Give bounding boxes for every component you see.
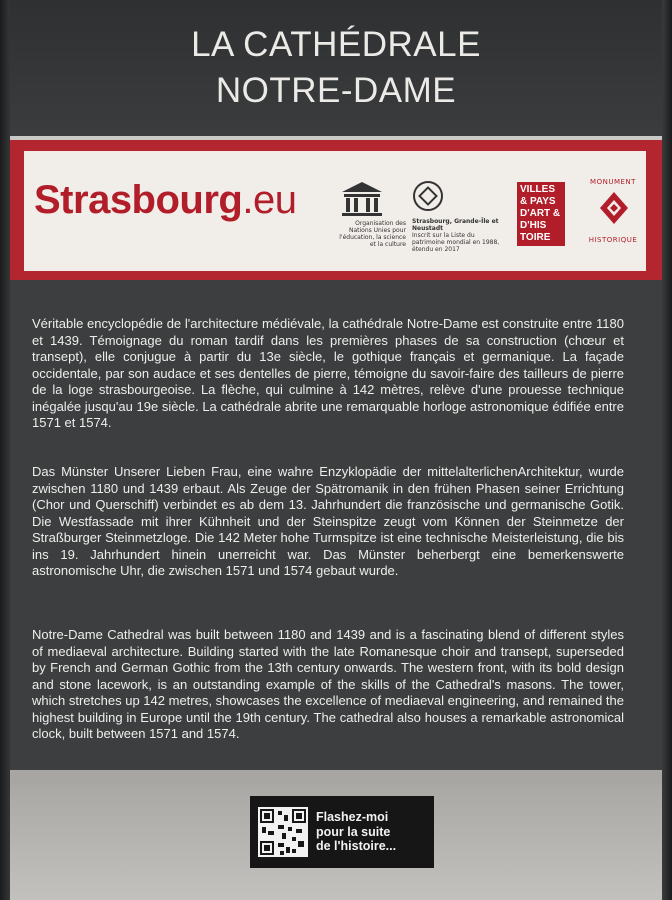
- qr-caption: [316, 810, 428, 854]
- title-panel: [10, 0, 662, 136]
- historique-label: HISTORIQUE: [588, 236, 638, 244]
- world-heritage-emblem-icon: [412, 180, 444, 212]
- german-paragraph: Das Münster Unserer Lieben Frau, eine wahre Enzyklopädie der mittelalterlichenArchitektur, wurde zwischen 1180 und 1439 erbaut. Als Zeuge der Spätromanik in den frühen Phasen seiner Errichtung (Chor und Querschiff) verbindet es ab dem 13. Jahrhundert die französische und germanische Gotik. Die Westfassade mit ihrer Kühnheit und der Steinspitze zeugt vom Können der Steinmetze der Straßburger Steinmetzloge. Die 142 Meter hohe Turmspitze ist eine technische Meisterleistung, die bis ins 19. Jahrhundert hinein unerreicht war. Das Münster beherbergt eine bemerkenswerte astronomische Uhr, die zwischen 1571 und 1574 gebaut wurde.: [32, 464, 624, 578]
- vdv-line: VILLES: [520, 184, 556, 195]
- frame-right: [662, 0, 672, 900]
- strasbourg-logo: [34, 178, 296, 223]
- sign-title: [10, 22, 662, 114]
- title-line-1: LA CATHÉDRALE: [191, 25, 481, 64]
- world-heritage-text: Inscrit sur la Liste du patrimoine mondial en 1988, étendu en 2017: [412, 232, 500, 253]
- vdv-line: D'ART &: [520, 208, 561, 219]
- title-line-2: NOTRE-DAME: [215, 71, 457, 110]
- world-heritage-caption: [412, 218, 502, 253]
- french-paragraph: Véritable encyclopédie de l'architecture médiévale, la cathédrale Notre-Dame est construite entre 1180 et 1439. Témoignage du roman tardif dans les premières phases de sa construction (chœur et transept), elle conjugue à partir du 13e siècle, le gothique français et germanique. La façade occidentale, par son audace et ses dentelles de pierre, témoigne du savoir-faire des tailleurs de pierre de la loge strasbourgeoise. La flèche, qui culmine à 142 mètres, relève d'une prouesse technique inégalée jusqu'au 19e siècle. La cathédrale abrite une remarquable horloge astronomique édifiée entre 1571 et 1574.: [32, 316, 624, 430]
- qr-code-panel: [250, 796, 434, 868]
- qr-line-3: de l'histoire...: [316, 839, 397, 853]
- vdv-line: & PAYS: [520, 196, 556, 207]
- qr-line-2: pour la suite: [316, 824, 391, 839]
- qr-code-icon: [258, 807, 308, 857]
- qr-line-1: Flashez-moi: [316, 810, 389, 824]
- world-heritage-title: Strasbourg, Grande-Île et Neustadt: [412, 218, 499, 232]
- information-sign: [10, 0, 662, 900]
- villes-pays-art-histoire-logo: [517, 182, 565, 246]
- logo-main: Strasbourg: [34, 178, 243, 222]
- lower-divider: [10, 770, 662, 784]
- monument-historique-icon: [598, 190, 630, 230]
- monument-label: MONUMENT: [590, 178, 636, 186]
- vdv-line: D'HIS: [520, 220, 547, 231]
- english-paragraph: Notre-Dame Cathedral was built between 1180 and 1439 and is a fascinating blend of different styles of mediaeval architecture. Building started with the late Romanesque choir and transept, superseded by French and German Gothic from the 13th century onwards. The western front, with its bold design and stone lacework, is an outstanding example of the skills of the Cathedral's masons. The tower, which stretches up 142 metres, showcases the excellence of mediaeval engineering, and remained the highest building in Europe until the 19th century. The cathedral also houses a remarkable astronomical clock, built between 1571 and 1574.: [32, 627, 624, 741]
- unesco-caption: Organisation des Nations Unies pour l'éducation, la science et la culture: [339, 220, 406, 248]
- logo-ext: .eu: [242, 178, 297, 222]
- vdv-line: TOIRE: [520, 232, 551, 243]
